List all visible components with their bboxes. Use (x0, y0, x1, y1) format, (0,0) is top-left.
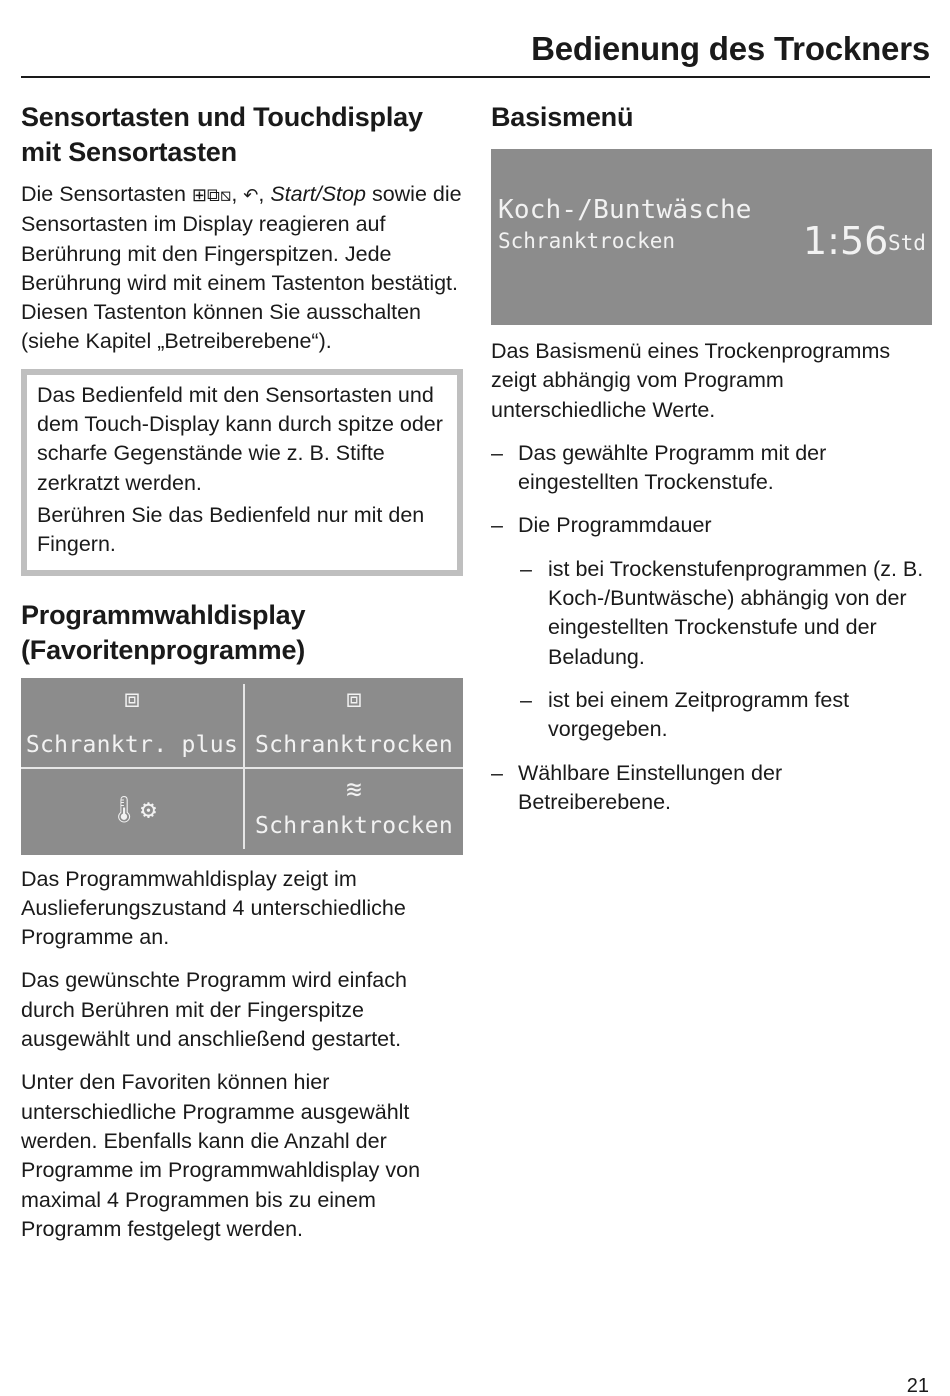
list-item-text: Die Programmdauer (518, 513, 712, 538)
separator: , (258, 182, 265, 206)
separator: , (231, 182, 238, 206)
intro-paragraph (21, 180, 463, 357)
cupboard-dry-icon: ⧈ (123, 683, 141, 714)
page-number: 21 (906, 1375, 929, 1396)
favorite-program-2[interactable] (245, 678, 463, 766)
basic-menu-intro: Das Basismenü eines Trockenprogramms zeigt abhängig vom Programm unterschiedliche Werte. (491, 339, 891, 422)
paragraph-selection: Das gewünschte Programm wird einfach durch Berühren mit der Fingerspitze ausgewählt und anschließend gestartet. (21, 968, 407, 1052)
favorite-program-1[interactable] (21, 678, 243, 766)
sub-list-item: – ist bei Trockenstufenprogrammen (z. B. Koch-/Buntwäsche) abhängig von der eingestellten Trockenstufe und der Beladung. (520, 555, 931, 672)
warning-text-2: Berühren Sie das Bedienfeld nur mit den Fingern. (37, 502, 425, 557)
list-item (491, 511, 931, 744)
basic-menu-list (491, 439, 931, 817)
drying-level: Schranktrocken (498, 229, 676, 253)
section-title-sensortasten: Sensortasten und Touchdisplay mit Sensortasten (21, 102, 423, 167)
intro-prefix: Die Sensortasten (21, 182, 186, 206)
sub-list-item: – ist bei einem Zeitprogramm fest vorgegeben. (520, 686, 931, 745)
start-stop-label: Start/Stop (270, 182, 366, 206)
section-title-basismenue: Basismenü (491, 102, 634, 132)
thermometer-timer-icon: 🌡⚙ (107, 794, 157, 825)
favorite-program-label: Schranktrocken (254, 731, 454, 758)
page-title: Bedienung des Trockners (531, 30, 930, 67)
program-name: Koch-/Buntwäsche (498, 195, 752, 225)
program-duration: 1:56 (803, 219, 889, 263)
warning-text-1: Das Bedienfeld mit den Sensortasten und dem Touch-Display kann durch spitze oder scharfe Gegenstände wie z. B. Stifte zerkratzt werden. (37, 382, 443, 495)
cupboard-dry-icon: ⧈ (345, 683, 363, 714)
duration-unit: Std (888, 231, 926, 255)
paragraph-delivery-state: Das Programmwahldisplay zeigt im Auslieferungszustand 4 unterschiedliche Programme an. (21, 866, 406, 950)
section-title-programmwahldisplay: Programmwahldisplay (Favoritenprogramme) (21, 599, 306, 665)
favorite-program-4[interactable] (245, 769, 463, 857)
favorite-program-label: Schranktr. plus (25, 731, 239, 758)
left-column (21, 100, 463, 1258)
paragraph-favorites: Unter den Favoriten können hier unterschiedliche Programme ausgewählt werden. Ebenfalls kann die Anzahl der Programme im Programmwahldisplay von maximal 4 Programmen bis zu einem Programm festgelegt werden. (21, 1070, 421, 1241)
back-arrow-icon: ↶ (243, 185, 259, 205)
basic-menu-display (491, 149, 932, 325)
list-item: – Das gewählte Programm mit der eingestellten Trockenstufe. (491, 439, 931, 498)
favorite-program-3[interactable] (21, 769, 243, 857)
warning-box (21, 369, 463, 576)
favorites-display (21, 678, 463, 855)
air-flow-icon: ≋ (346, 774, 362, 805)
favorite-program-label: Schranktrocken (254, 812, 454, 839)
favorites-keys-icon: ⊞⧉⧅ (191, 185, 232, 205)
sub-list (520, 555, 931, 745)
page-header (21, 28, 930, 78)
intro-rest: sowie die Sensortasten im Display reagieren auf Berührung mit den Fingerspitzen. Jede Berührung wird mit einem Tastenton bestätigt. Diesen Tastenton können Sie ausschalten (siehe Kapitel „Betreiberebene“). (21, 182, 462, 354)
right-column (491, 100, 931, 817)
list-item: – Wählbare Einstellungen der Betreiberebene. (491, 759, 931, 818)
